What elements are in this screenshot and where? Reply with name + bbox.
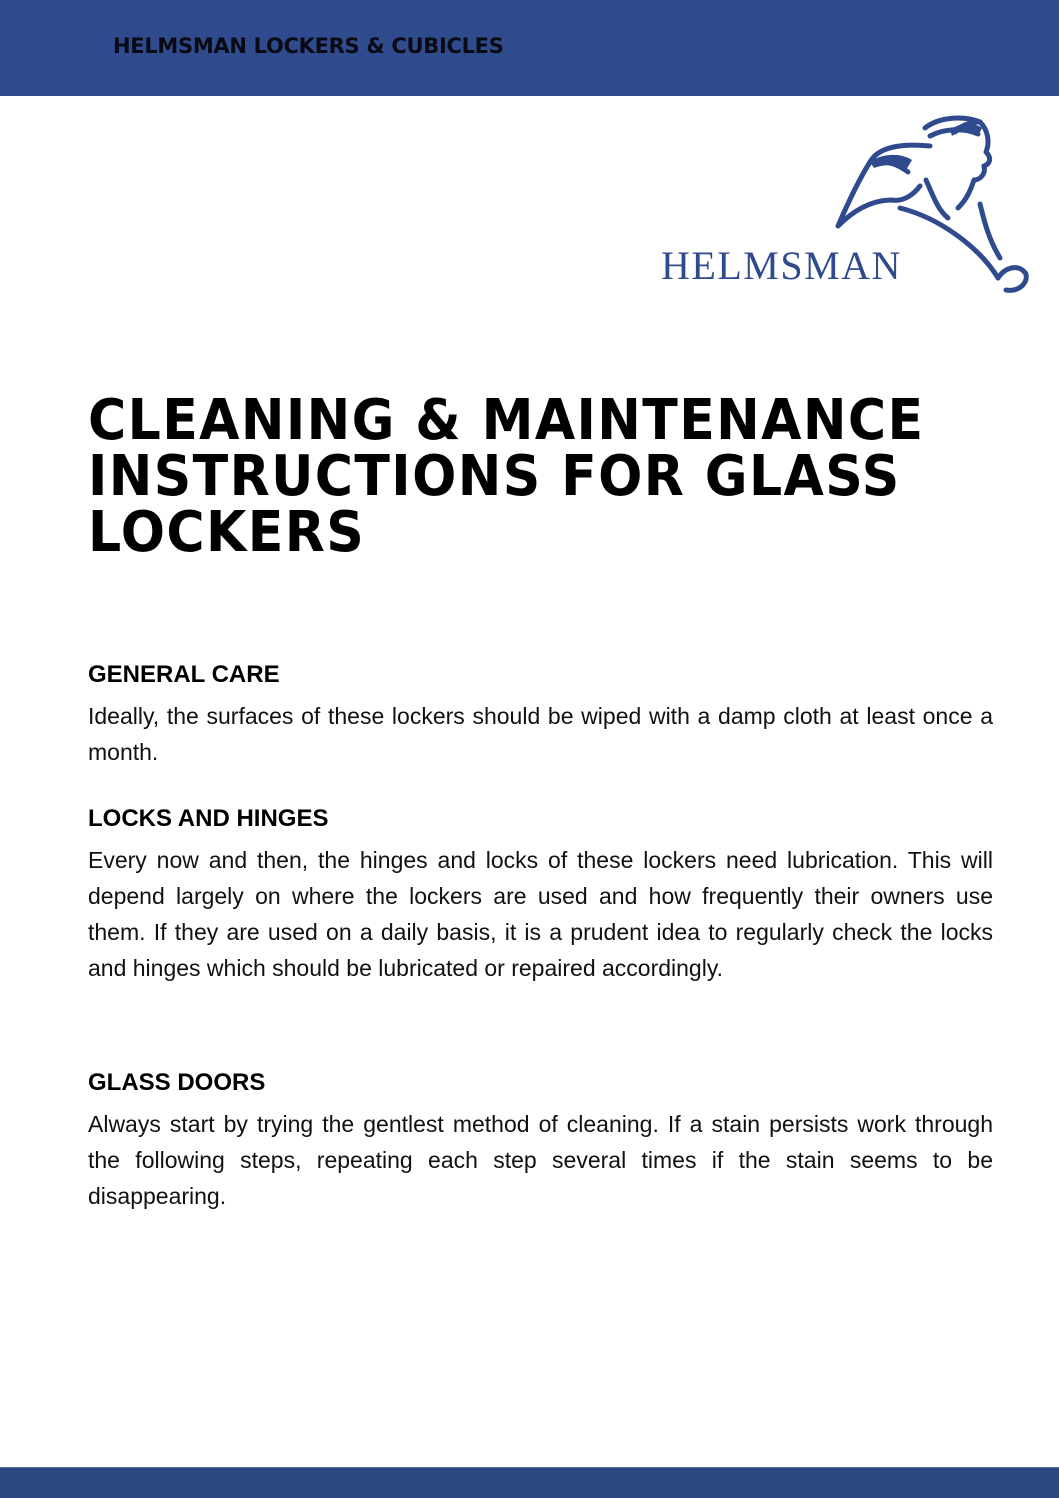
section-heading: LOCKS AND HINGES	[88, 805, 329, 832]
footer-bar	[0, 1467, 1059, 1498]
section-body: Always start by trying the gentlest method of cleaning. If a stain persists work through the following steps, repeating each step several times if the stain seems to be disappearing.	[88, 1111, 993, 1209]
section-glass-doors	[88, 1068, 993, 1214]
section-locks-and-hinges	[88, 804, 993, 986]
section-general-care	[88, 660, 993, 770]
section-body: Every now and then, the hinges and locks of these lockers need lubrication. This will depend largely on where the lockers are used and how frequently their owners use them. If they are used on a daily basis, it is a prudent idea to regularly check the locks and hinges which should be lubricated or repaired accordingly.	[88, 847, 993, 981]
logo-wordmark: HELMSMAN	[661, 243, 902, 288]
page-title: CLEANING & MAINTENANCE INSTRUCTIONS FOR GLASS LOCKERS	[88, 388, 925, 565]
section-heading: GLASS DOORS	[88, 1069, 266, 1096]
section-body: Ideally, the surfaces of these lockers should be wiped with a damp cloth at least once a month.	[88, 703, 993, 765]
helmsman-logo	[655, 108, 1035, 298]
header-bar	[0, 0, 1059, 96]
header-brand-text: HELMSMAN LOCKERS & CUBICLES	[113, 34, 504, 58]
section-heading: GENERAL CARE	[88, 661, 280, 688]
